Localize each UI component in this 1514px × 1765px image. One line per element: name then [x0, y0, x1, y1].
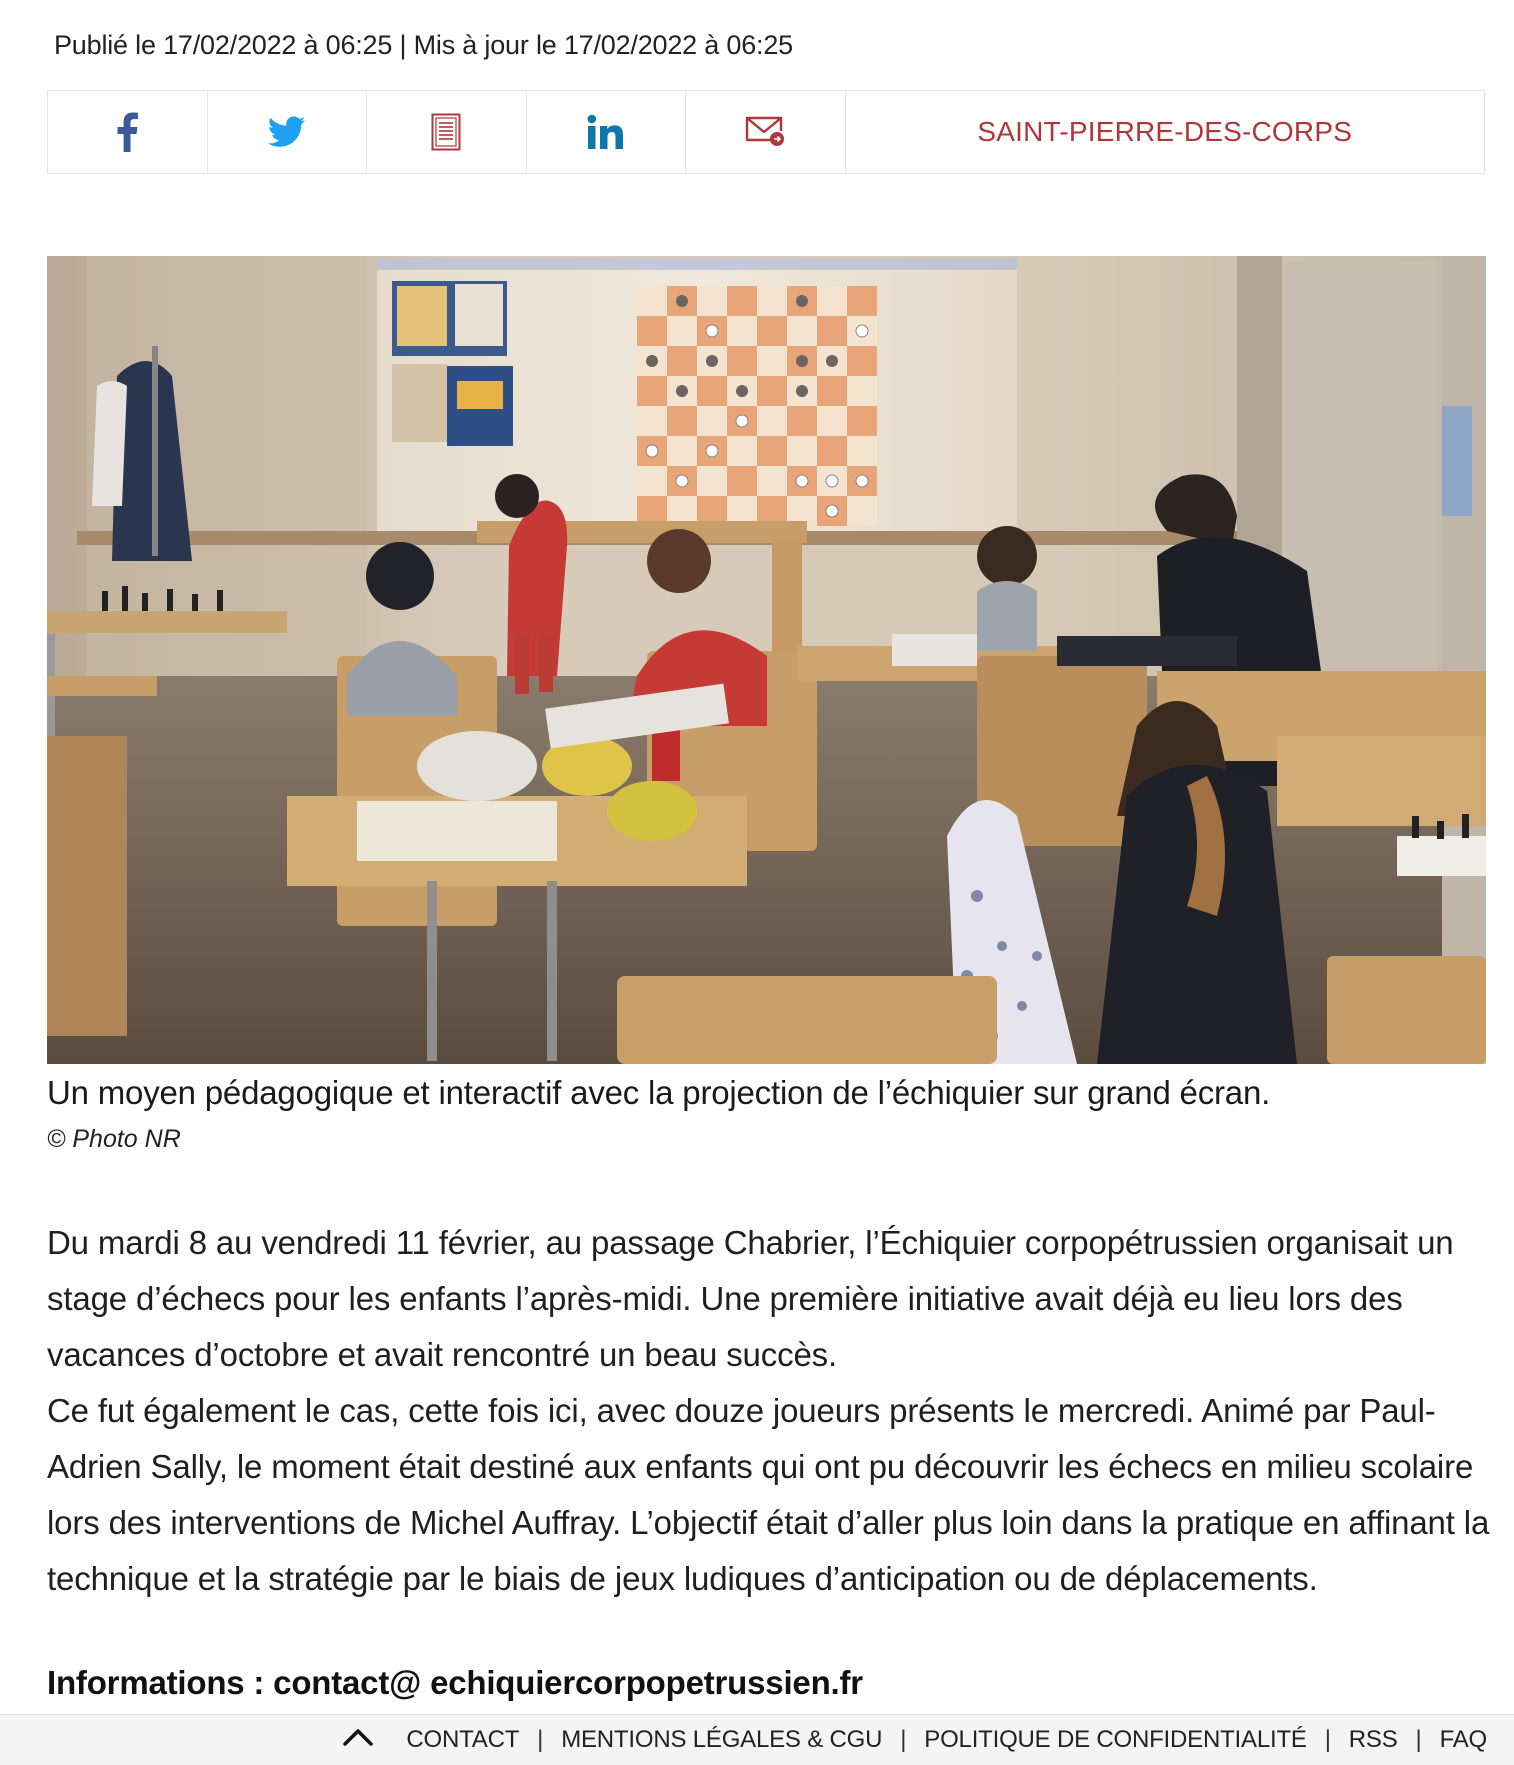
linkedin-icon	[587, 114, 625, 150]
article-photo	[47, 256, 1486, 1064]
location-tag[interactable]: SAINT-PIERRE-DES-CORPS	[977, 116, 1353, 147]
footer-link-contact[interactable]: CONTACT	[406, 1726, 520, 1753]
facebook-icon	[115, 112, 139, 152]
photo-credit: © Photo NR	[47, 1125, 181, 1153]
chevron-up-icon	[342, 1726, 374, 1754]
article-paragraph: Du mardi 8 au vendredi 11 février, au passage Chabrier, l’Échiquier corpopétrussien organisait un stage d’échecs pour les enfants l’après-midi. Une première initiative avait déjà eu lieu lors des vacances d’octobre et avait rencontré un beau succès.	[47, 1224, 1454, 1373]
share-bar	[47, 90, 1485, 174]
print-button[interactable]	[367, 91, 527, 173]
document-icon	[431, 113, 461, 151]
footer-separator: |	[900, 1726, 907, 1753]
footer-link-rss[interactable]: RSS	[1348, 1726, 1398, 1753]
back-to-top-button[interactable]	[342, 1726, 374, 1754]
mail-icon	[745, 116, 785, 148]
page-footer	[0, 1714, 1514, 1765]
footer-link-privacy[interactable]: POLITIQUE DE CONFIDENTIALITÉ	[924, 1726, 1307, 1753]
footer-link-legal[interactable]: MENTIONS LÉGALES & CGU	[561, 1726, 883, 1753]
twitter-bird-icon	[268, 116, 306, 148]
footer-separator: |	[1324, 1726, 1331, 1753]
footer-link-faq[interactable]: FAQ	[1439, 1726, 1487, 1753]
contact-info[interactable]: Informations : contact@ echiquiercorpopetrussien.fr	[47, 1664, 863, 1701]
publication-date: Publié le 17/02/2022 à 06:25 | Mis à jour le 17/02/2022 à 06:25	[54, 30, 793, 60]
share-twitter-button[interactable]	[208, 91, 368, 173]
article-paragraph: Ce fut également le cas, cette fois ici, avec douze joueurs présents le mercredi. Animé par Paul-Adrien Sally, le moment était destiné aux enfants qui ont pu découvrir les échecs en milieu scolaire lors des interventions de Michel Auffray. L’objectif était d’aller plus loin dans la pratique en affinant la technique et la stratégie par le biais de jeux ludiques d’anticipation ou de déplacements.	[47, 1392, 1490, 1597]
share-facebook-button[interactable]	[48, 91, 208, 173]
footer-separator: |	[537, 1726, 544, 1753]
article-body	[47, 1215, 1492, 1607]
photo-caption: Un moyen pédagogique et interactif avec la projection de l’échiquier sur grand écran.	[47, 1074, 1271, 1111]
share-linkedin-button[interactable]	[527, 91, 687, 173]
share-email-button[interactable]	[686, 91, 846, 173]
footer-separator: |	[1415, 1726, 1422, 1753]
footer-links	[342, 1715, 1487, 1765]
